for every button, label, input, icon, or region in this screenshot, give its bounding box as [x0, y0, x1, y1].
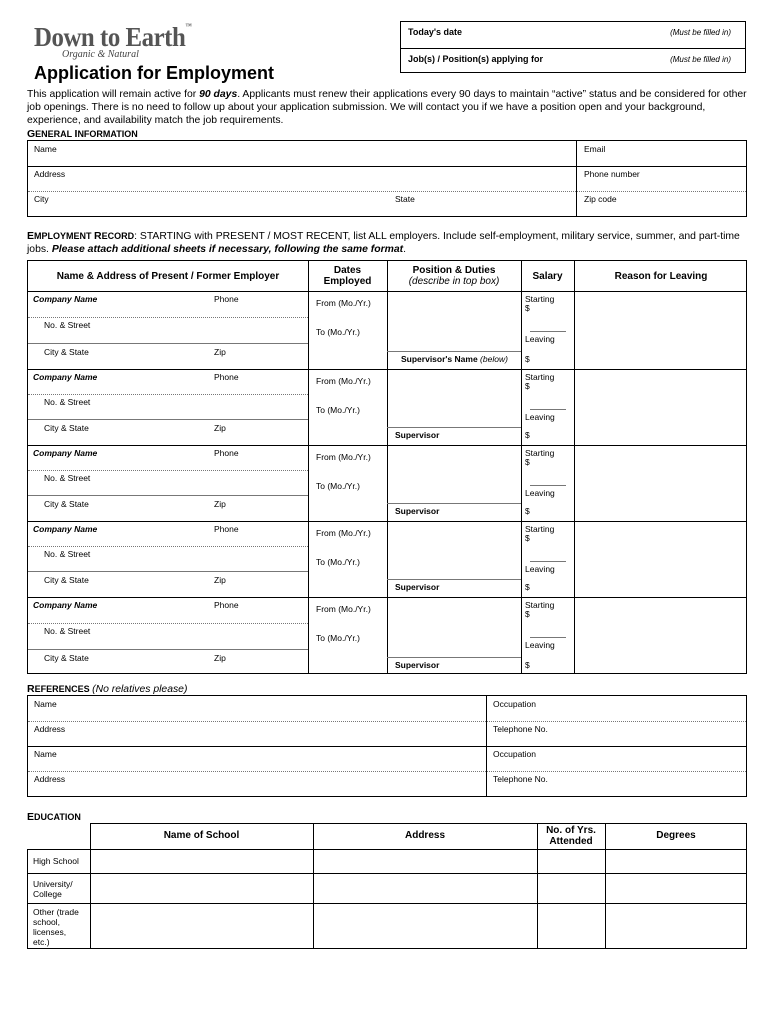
school-name-header: Name of School — [163, 830, 240, 841]
employer-1-from-date-field[interactable]: From (Mo./Yr.) — [316, 298, 371, 308]
intro-text-1: This application will remain active for — [27, 89, 200, 100]
employer-5-phone-field[interactable]: Phone — [214, 600, 239, 610]
employer-2-phone-field[interactable]: Phone — [214, 372, 239, 382]
employer-3-zip-field[interactable]: Zip — [214, 499, 226, 509]
reference-2-occupation-field[interactable]: Occupation — [493, 749, 536, 759]
employment-record-table — [27, 260, 747, 674]
employer-4-city-state-field[interactable]: City & State — [44, 575, 89, 585]
position-duties-header: Position & Duties (describe in top box) — [408, 265, 500, 287]
reference-1-address-field[interactable]: Address — [34, 724, 66, 734]
city-field[interactable]: City — [34, 194, 49, 204]
general-information-table — [27, 140, 747, 217]
phone-number-field[interactable]: Phone number — [584, 169, 640, 179]
logo-trademark: ™ — [185, 22, 192, 30]
employer-2-leaving-dollar-sign: $ — [525, 430, 530, 440]
employer-5-leaving-dollar-sign: $ — [525, 660, 530, 670]
employer-column-header: Name & Address of Present / Former Employer — [56, 271, 280, 282]
university-row-label: University/ College — [33, 879, 73, 899]
references-heading: REFERENCES (No relatives please) — [27, 683, 188, 695]
page-title: Application for Employment — [34, 63, 275, 83]
name-field[interactable]: Name — [34, 144, 57, 154]
employer-5-to-date-field[interactable]: To (Mo./Yr.) — [316, 633, 360, 643]
employer-3-to-date-field[interactable]: To (Mo./Yr.) — [316, 481, 360, 491]
employer-3-city-state-field[interactable]: City & State — [44, 499, 89, 509]
employer-2-to-date-field[interactable]: To (Mo./Yr.) — [316, 405, 360, 415]
employer-5-starting-salary-label: Starting — [525, 600, 555, 610]
dates-employed-header: Dates Employed — [323, 265, 372, 287]
reference-2-address-field[interactable]: Address — [34, 774, 66, 784]
employer-3-phone-field[interactable]: Phone — [214, 448, 239, 458]
employer-3-from-date-field[interactable]: From (Mo./Yr.) — [316, 452, 371, 462]
logo-tagline: Organic & Natural — [62, 49, 139, 60]
employer-1-to-date-field[interactable]: To (Mo./Yr.) — [316, 327, 360, 337]
education-heading: EDUCATION — [27, 811, 81, 823]
employer-3-company-name-field[interactable]: Company Name — [33, 448, 98, 458]
employer-3-starting-dollar-sign: $ — [525, 457, 530, 467]
employer-5-from-date-field[interactable]: From (Mo./Yr.) — [316, 604, 371, 614]
employer-4-supervisor-field[interactable]: Supervisor — [395, 582, 440, 592]
employer-3-starting-salary-label: Starting — [525, 448, 555, 458]
employer-2-starting-dollar-sign: $ — [525, 381, 530, 391]
address-field[interactable]: Address — [34, 169, 66, 179]
reference-2-name-field[interactable]: Name — [34, 749, 57, 759]
employer-5-company-name-field[interactable]: Company Name — [33, 600, 98, 610]
degrees-header: Degrees — [656, 830, 696, 841]
employer-5-starting-dollar-sign: $ — [525, 609, 530, 619]
years-attended-header: No. of Yrs. Attended — [546, 825, 596, 847]
employer-1-leaving-salary-label: Leaving — [525, 334, 555, 344]
education-table — [27, 823, 747, 949]
employer-3-supervisor-field[interactable]: Supervisor — [395, 506, 440, 516]
reason-for-leaving-header: Reason for Leaving — [614, 271, 708, 282]
general-information-heading: GENERAL INFORMATION — [27, 128, 138, 140]
positions-applying-note: (Must be filled in) — [670, 55, 731, 64]
reference-2-telephone-field[interactable]: Telephone No. — [493, 774, 548, 784]
intro-days: 90 days — [199, 89, 238, 100]
zip-code-field[interactable]: Zip code — [584, 194, 617, 204]
employer-1-starting-dollar-sign: $ — [525, 303, 530, 313]
employer-4-from-date-field[interactable]: From (Mo./Yr.) — [316, 528, 371, 538]
employer-5-supervisor-field[interactable]: Supervisor — [395, 660, 440, 670]
other-training-row-label: Other (trade school, licenses, etc.) — [33, 907, 79, 947]
reference-1-name-field[interactable]: Name — [34, 699, 57, 709]
employer-3-leaving-salary-label: Leaving — [525, 488, 555, 498]
employer-4-starting-salary-label: Starting — [525, 524, 555, 534]
header-fields-box — [400, 21, 746, 73]
employer-4-phone-field[interactable]: Phone — [214, 524, 239, 534]
positions-applying-field[interactable] — [401, 48, 745, 74]
references-table — [27, 695, 747, 797]
employer-1-street-field[interactable]: No. & Street — [44, 320, 91, 330]
todays-date-label: Today's date — [408, 27, 462, 37]
employer-1-phone-field[interactable]: Phone — [214, 294, 239, 304]
employer-4-starting-dollar-sign: $ — [525, 533, 530, 543]
employer-4-zip-field[interactable]: Zip — [214, 575, 226, 585]
positions-applying-label: Job(s) / Position(s) applying for — [408, 54, 543, 64]
employer-1-city-state-field[interactable]: City & State — [44, 347, 89, 357]
school-address-header: Address — [404, 830, 445, 841]
employer-1-leaving-dollar-sign: $ — [525, 354, 530, 364]
intro-text-2: . Applicants must renew their applications every 90 days to maintain “active” status and be considered for other job openings. There is no need to follow up about your application submission. We will contact you if we have a position open and your background, experience, and availability match the job requirements. — [27, 89, 747, 126]
employer-2-leaving-salary-label: Leaving — [525, 412, 555, 422]
employer-2-company-name-field[interactable]: Company Name — [33, 372, 98, 382]
employer-4-leaving-salary-label: Leaving — [525, 564, 555, 574]
state-field[interactable]: State — [395, 194, 415, 204]
salary-header: Salary — [532, 271, 563, 282]
employment-record-instructions: EMPLOYMENT RECORD: STARTING with PRESENT / MOST RECENT, list ALL employers. Include self-employment, military service, summer, and part-time jobs. Please attach additional sheets if necessary, following the same format. — [27, 230, 740, 255]
employer-2-from-date-field[interactable]: From (Mo./Yr.) — [316, 376, 371, 386]
employer-3-leaving-dollar-sign: $ — [525, 506, 530, 516]
employer-4-company-name-field[interactable]: Company Name — [33, 524, 98, 534]
email-field[interactable]: Email — [584, 144, 606, 154]
employer-5-street-field[interactable]: No. & Street — [44, 626, 91, 636]
todays-date-note: (Must be filled in) — [670, 28, 731, 37]
logo-brand: Down to Earth — [34, 22, 186, 52]
employer-4-to-date-field[interactable]: To (Mo./Yr.) — [316, 557, 360, 567]
employer-2-supervisor-field[interactable]: Supervisor — [395, 430, 440, 440]
employer-5-leaving-salary-label: Leaving — [525, 640, 555, 650]
employer-2-city-state-field[interactable]: City & State — [44, 423, 89, 433]
employer-4-street-field[interactable]: No. & Street — [44, 549, 91, 559]
reference-1-occupation-field[interactable]: Occupation — [493, 699, 536, 709]
employer-5-zip-field[interactable]: Zip — [214, 653, 226, 663]
high-school-row-label: High School — [33, 856, 79, 866]
intro-paragraph — [27, 88, 749, 127]
employer-4-leaving-dollar-sign: $ — [525, 582, 530, 592]
reference-1-telephone-field[interactable]: Telephone No. — [493, 724, 548, 734]
employer-1-company-name-field[interactable]: Company Name — [33, 294, 98, 304]
employer-5-city-state-field[interactable]: City & State — [44, 653, 89, 663]
todays-date-field[interactable] — [401, 22, 745, 48]
employer-2-starting-salary-label: Starting — [525, 372, 555, 382]
employer-1-zip-field[interactable]: Zip — [214, 347, 226, 357]
employer-3-street-field[interactable]: No. & Street — [44, 473, 91, 483]
employer-1-starting-salary-label: Starting — [525, 294, 555, 304]
employer-2-zip-field[interactable]: Zip — [214, 423, 226, 433]
employer-1-supervisor-field[interactable]: Supervisor's Name (below) — [401, 354, 508, 364]
employer-2-street-field[interactable]: No. & Street — [44, 397, 91, 407]
